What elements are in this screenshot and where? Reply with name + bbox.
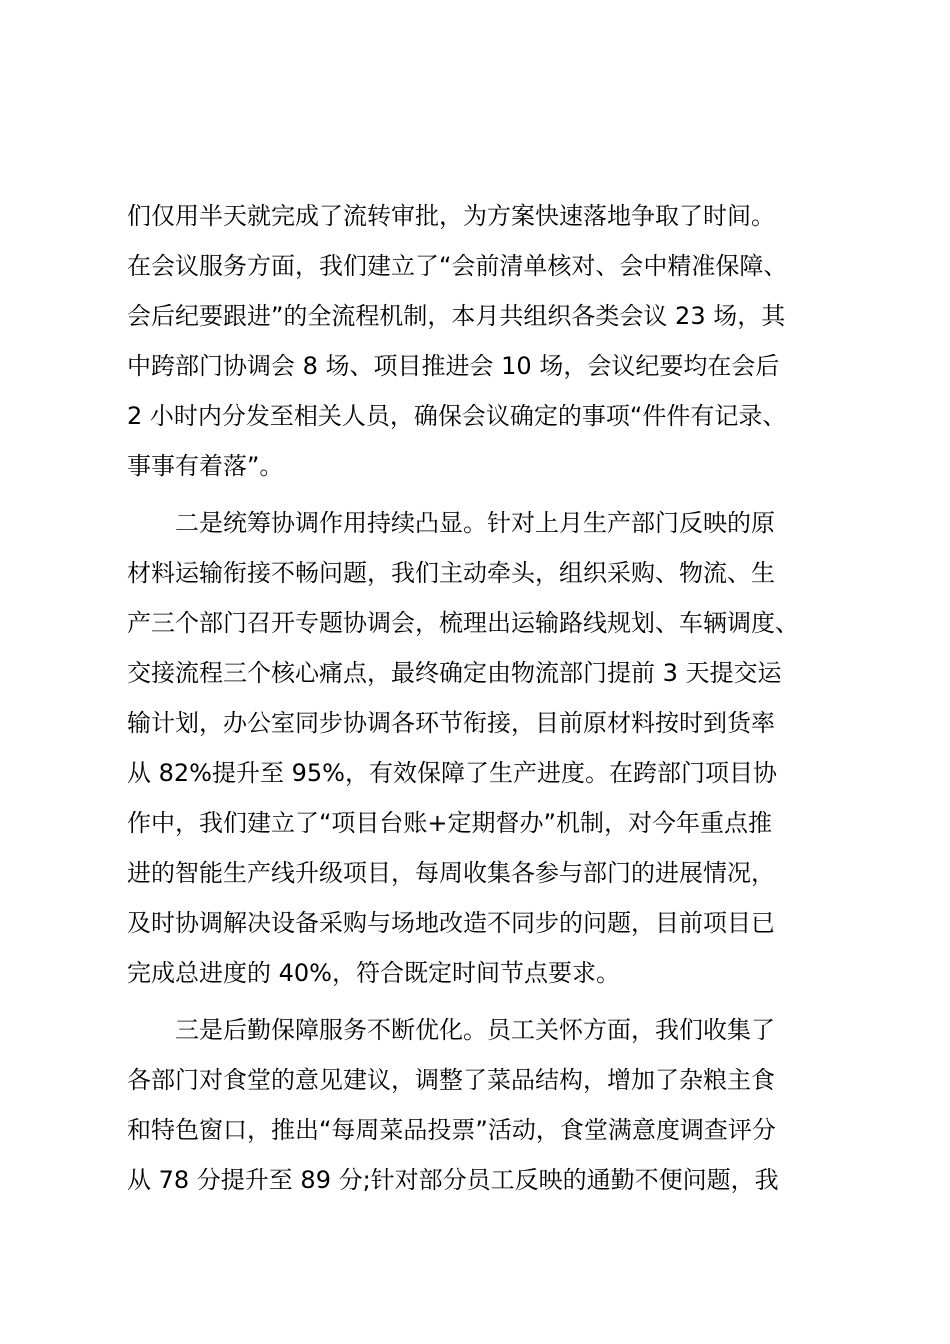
text-line: 进的智能生产线升级项目，每周收集各参与部门的进展情况， [127,859,775,887]
text-line: 材料运输衔接不畅问题，我们主动牵头，组织采购、物流、生 [127,559,775,587]
text-line: 们仅用半天就完成了流转审批，为方案快速落地争取了时间。 [127,202,775,230]
text-line: 事事有着落”。 [127,452,284,480]
text-line: 作中，我们建立了“项目台账+定期督办”机制，对今年重点推 [127,809,772,837]
text-line: 产三个部门召开专题协调会，梳理出运输路线规划、车辆调度、 [127,609,799,637]
text-line: 二是统筹协调作用持续凸显。针对上月生产部门反映的原 [175,509,775,537]
paragraph-logistics [127,1005,827,1205]
text-line: 完成总进度的 40%，符合既定时间节点要求。 [127,959,620,987]
text-line: 交接流程三个核心痛点，最终确定由物流部门提前 3 天提交运 [127,659,782,687]
text-line: 输计划，办公室同步协调各环节衔接，目前原材料按时到货率 [127,709,775,737]
document-body [127,191,827,1205]
text-line: 会后纪要跟进”的全流程机制，本月共组织各类会议 23 场，其 [127,302,786,330]
paragraph-coordination [127,498,827,998]
text-line: 及时协调解决设备采购与场地改造不同步的问题，目前项目已 [127,909,775,937]
text-line: 和特色窗口，推出“每周菜品投票”活动，食堂满意度调查评分 [127,1116,776,1144]
paragraph-meeting-service [127,191,827,491]
paragraph-spacer [127,491,827,498]
text-line: 中跨部门协调会 8 场、项目推进会 10 场，会议纪要均在会后 [127,352,780,380]
text-line: 各部门对食堂的意见建议，调整了菜品结构，增加了杂粮主食 [127,1066,775,1094]
text-line: 在会议服务方面，我们建立了“会前清单核对、会中精准保障、 [127,252,788,280]
text-line: 从 82%提升至 95%，有效保障了生产进度。在跨部门项目协 [127,759,777,787]
paragraph-spacer [127,998,827,1005]
text-line: 从 78 分提升至 89 分;针对部分员工反映的通勤不便问题，我 [127,1166,779,1194]
text-line: 三是后勤保障服务不断优化。员工关怀方面，我们收集了 [175,1016,775,1044]
text-line: 2 小时内分发至相关人员，确保会议确定的事项“件件有记录、 [127,402,787,430]
